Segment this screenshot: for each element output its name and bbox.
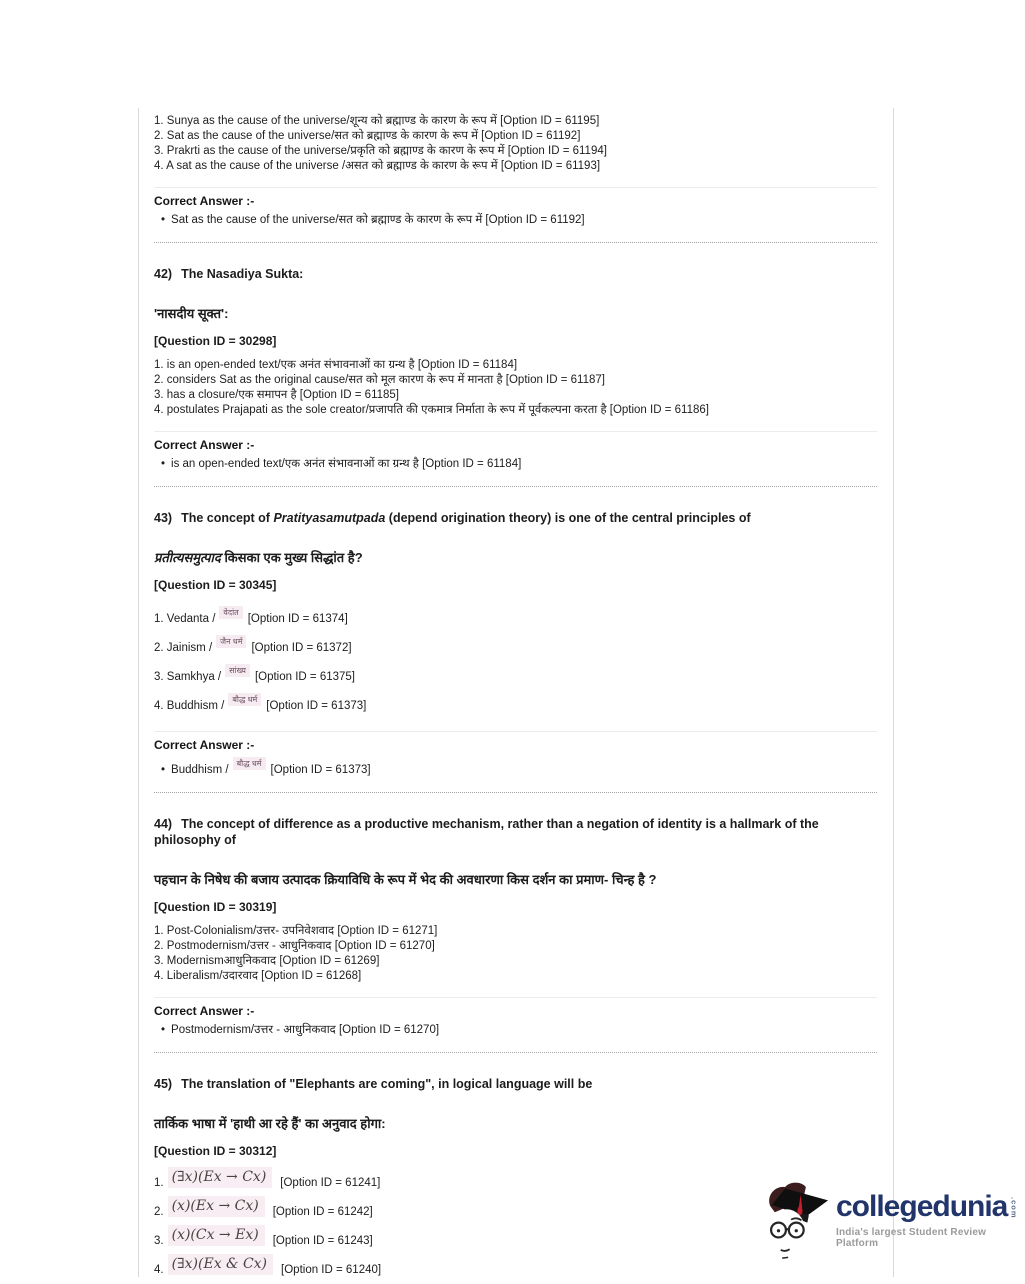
q43-option-2-hindi-highlight: जैन धर्म (216, 635, 246, 648)
q45-option-4-formula: (∃x)(Ex & Cx) (168, 1254, 273, 1275)
q44-option-3: 3. Modernismआधुनिकवाद [Option ID = 61269] (154, 955, 380, 967)
q43-option-4-text: 4. Buddhism / (154, 700, 225, 712)
q43-number: 43) (154, 511, 173, 525)
q45-option-3-id: [Option ID = 61243] (272, 1235, 373, 1247)
q42-correct-label: Correct Answer :- (154, 438, 255, 452)
q41-option-1: 1. Sunya as the cause of the universe/शून्य को ब्रह्माण्ड के कारण के रूप में [Option ID = 61195] (154, 115, 600, 127)
q43-option-4-id: [Option ID = 61373] (266, 700, 367, 712)
bullet-icon: • (161, 458, 166, 470)
q44-text: The concept of difference as a productive mechanism, rather than a negation of identity is a hallmark of the philosophy of (154, 817, 819, 847)
q41-option-4: 4. A sat as the cause of the universe /असत को ब्रह्माण्ड के कारण के रूप में [Option ID = 61193] (154, 160, 601, 172)
q45-option-4-id: [Option ID = 61240] (281, 1264, 382, 1276)
q44-options (154, 924, 877, 984)
collegedunia-brand-name: collegedunia (836, 1190, 1008, 1223)
q43-option-2-text: 2. Jainism / (154, 642, 213, 654)
q45-number: 45) (154, 1077, 173, 1091)
q43-correct-id: [Option ID = 61373] (270, 764, 371, 776)
q43-hindi (154, 549, 877, 566)
question-sheet (138, 108, 894, 1277)
q44-option-1: 1. Post-Colonialism/उत्तर- उपनिवेशवाद [Option ID = 61271] (154, 925, 438, 937)
q42-text: The Nasadiya Sukta: (181, 267, 304, 281)
q43-option-1-hindi-highlight: वेदांत (219, 606, 242, 619)
q42-correct-value: is an open-ended text/एक अनंत संभावनाओं का ग्रन्थ है [Option ID = 61184] (171, 458, 522, 470)
q42-hindi: 'नासदीय सूक्त': (154, 306, 229, 321)
collegedunia-domain: .com (1009, 1197, 1019, 1219)
q41-option-2: 2. Sat as the cause of the universe/सत को ब्रह्माण्ड के कारण के रूप में [Option ID = 61192] (154, 130, 581, 142)
q43-option-3 (154, 664, 877, 689)
q44-heading (154, 816, 877, 848)
collegedunia-tagline: India's largest Student Review Platform (836, 1227, 987, 1249)
q44-correct-label: Correct Answer :- (154, 1004, 255, 1018)
bullet-icon: • (161, 214, 166, 226)
q45-option-2-id: [Option ID = 61242] (272, 1206, 373, 1218)
q45-question-id: [Question ID = 30312] (154, 1144, 277, 1158)
q45-option-2-formula: (x)(Ex → Cx) (168, 1196, 265, 1217)
q44-correct-answer (154, 997, 877, 1038)
q42-option-4: 4. postulates Prajapati as the sole creator/प्रजापति की एकमात्र निर्माता के रूप में पूर्वकल्पना करता है [Option ID = 61186] (154, 404, 709, 416)
q44-number: 44) (154, 817, 173, 831)
q45-option-1-number: 1. (154, 1177, 164, 1189)
q45-hindi: तार्किक भाषा में 'हाथी आ रहे हैं' का अनुवाद होगा: (154, 1116, 386, 1131)
q43-option-3-text: 3. Samkhya / (154, 671, 222, 683)
q43-hindi-post: किसका एक मुख्य सिद्धांत है? (220, 550, 363, 565)
q42-option-1: 1. is an open-ended text/एक अनंत संभावनाओं का ग्रन्थ है [Option ID = 61184] (154, 359, 518, 371)
question-43 (154, 510, 877, 793)
q45-option-3-formula: (x)(Cx → Ex) (168, 1225, 265, 1246)
q45-text: The translation of "Elephants are coming", in logical language will be (181, 1077, 593, 1091)
q42-options (154, 358, 877, 418)
q41-correct-text (154, 213, 877, 228)
q45-option-1-formula: (∃x)(Ex → Cx) (168, 1167, 273, 1188)
q43-option-1-text: 1. Vedanta / (154, 613, 216, 625)
q42-heading (154, 266, 877, 282)
question-42 (154, 266, 877, 487)
q41-option-3: 3. Prakrti as the cause of the universe/प्रकृति को ब्रह्माण्ड के कारण के रूप में [Option ID = 61194] (154, 145, 607, 157)
q43-options (154, 606, 877, 718)
q45-option-3-number: 3. (154, 1235, 164, 1247)
collegedunia-mascot-icon (760, 1178, 834, 1267)
q45-heading (154, 1076, 877, 1092)
q43-hindi-italic: प्रतीत्यसमुत्पाद (154, 550, 221, 565)
collegedunia-logo-text (836, 1178, 1018, 1249)
dotted-separator (154, 1052, 877, 1053)
q42-correct-text (154, 457, 877, 472)
q43-correct-hindi-highlight: बौद्ध धर्म (233, 757, 266, 770)
q44-hindi: पहचान के निषेध की बजाय उत्पादक क्रियाविधि के रूप में भेद की अवधारणा किस दर्शन का प्रमाण- चिन्ह है ? (154, 872, 657, 887)
q43-option-4-hindi-highlight: बौद्ध धर्म (228, 693, 261, 706)
q42-correct-answer (154, 431, 877, 472)
q43-text-post: (depend origination theory) is one of the central principles of (385, 511, 751, 525)
q45-option-2-number: 2. (154, 1206, 164, 1218)
dotted-separator (154, 242, 877, 243)
q42-option-2: 2. considers Sat as the original cause/सत को मूल कारण के रूप में मानता है [Option ID = 61187] (154, 374, 605, 386)
collegedunia-logo (760, 1178, 1018, 1262)
q43-option-2 (154, 635, 877, 660)
q42-number: 42) (154, 267, 173, 281)
q43-correct-label: Correct Answer :- (154, 738, 255, 752)
q44-question-id: [Question ID = 30319] (154, 900, 277, 914)
q43-correct-pre: Buddhism / (171, 764, 229, 776)
q43-text-italic: Pratityasamutpada (273, 511, 386, 525)
q44-option-2: 2. Postmodernism/उत्तर - आधुनिकवाद [Option ID = 61270] (154, 940, 435, 952)
q42-question-id: [Question ID = 30298] (154, 334, 277, 348)
q43-option-3-id: [Option ID = 61375] (254, 671, 355, 683)
q41-correct-label: Correct Answer :- (154, 194, 255, 208)
q43-question-id: [Question ID = 30345] (154, 578, 277, 592)
q43-option-3-hindi-highlight: सांख्य (225, 664, 250, 677)
bullet-icon: • (161, 764, 166, 776)
q43-heading (154, 510, 877, 526)
q44-option-4: 4. Liberalism/उदारवाद [Option ID = 61268] (154, 970, 362, 982)
q44-correct-value: Postmodernism/उत्तर - आधुनिकवाद [Option ID = 61270] (171, 1024, 440, 1036)
q44-correct-text (154, 1023, 877, 1038)
q43-option-4 (154, 693, 877, 718)
q43-text-pre: The concept of (181, 511, 274, 525)
dotted-separator (154, 792, 877, 793)
q41-correct-answer (154, 187, 877, 228)
q42-option-3: 3. has a closure/एक समापन है [Option ID = 61185] (154, 389, 400, 401)
q41-options (154, 114, 877, 174)
dotted-separator (154, 486, 877, 487)
q41-correct-value: Sat as the cause of the universe/सत को ब्रह्माण्ड के कारण के रूप में [Option ID = 61192] (171, 214, 585, 226)
q43-option-2-id: [Option ID = 61372] (251, 642, 352, 654)
bullet-icon: • (161, 1024, 166, 1036)
q43-correct-answer (154, 731, 877, 778)
q43-option-1 (154, 606, 877, 631)
q43-correct-text (154, 757, 877, 778)
question-44 (154, 816, 877, 1053)
q45-option-1-id: [Option ID = 61241] (280, 1177, 381, 1189)
q45-option-4-number: 4. (154, 1264, 164, 1276)
q43-option-1-id: [Option ID = 61374] (247, 613, 348, 625)
